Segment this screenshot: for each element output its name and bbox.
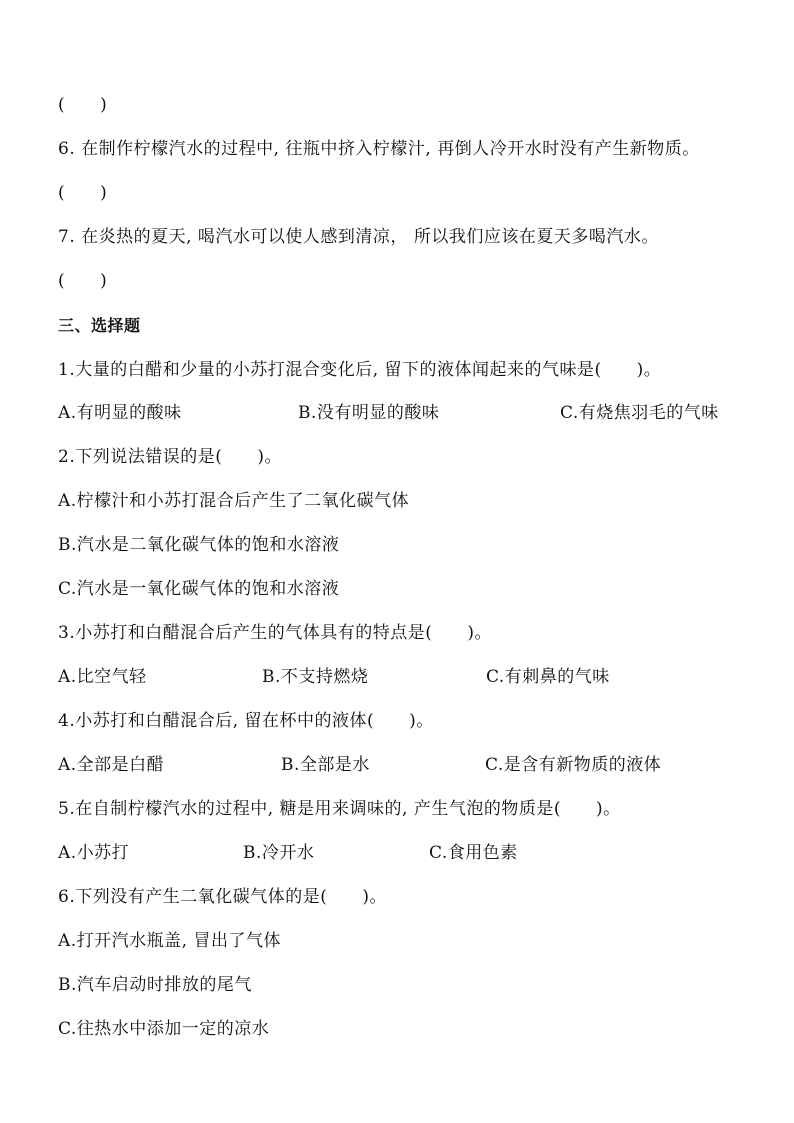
question-stem: 4.小苏打和白醋混合后, 留在杯中的液体( )。: [58, 711, 434, 731]
question-stem: 1.大量的白醋和少量的小苏打混合变化后, 留下的液体闻起来的气味是( )。: [58, 360, 662, 380]
option-a: A.全部是白醋: [58, 755, 165, 775]
option-a: A.小苏打: [58, 843, 130, 863]
answer-blank: ( ): [58, 183, 108, 203]
option-b: B.冷开水: [243, 843, 315, 863]
answer-blank: ( ): [58, 95, 108, 115]
option-c: C.食用色素: [429, 843, 518, 863]
option-a: A.有明显的酸味: [58, 403, 182, 423]
option-a: A.打开汽水瓶盖, 冒出了气体: [58, 931, 281, 951]
question-stem: 5.在自制柠檬汽水的过程中, 糖是用来调味的, 产生气泡的物质是( )。: [58, 799, 621, 819]
option-c: C.往热水中添加一定的凉水: [58, 1019, 270, 1039]
option-c: C.有刺鼻的气味: [486, 667, 610, 687]
option-a: A.比空气轻: [58, 667, 147, 687]
judgement-question-7: 7. 在炎热的夏天, 喝汽水可以使人感到清凉， 所以我们应该在夏天多喝汽水。: [58, 227, 659, 247]
option-a: A.柠檬汁和小苏打混合后产生了二氧化碳气体: [58, 491, 410, 511]
question-stem: 3.小苏打和白醋混合后产生的气体具有的特点是( )。: [58, 623, 492, 643]
option-c: C.是含有新物质的液体: [485, 755, 662, 775]
question-stem: 6.下列没有产生二氧化碳气体的是( )。: [58, 887, 387, 907]
option-b: B.汽水是二氧化碳气体的饱和水溶液: [58, 535, 340, 555]
section-title: 三、选择题: [58, 316, 141, 335]
option-b: B.汽车启动时排放的尾气: [58, 975, 252, 995]
option-c: C.汽水是一氧化碳气体的饱和水溶液: [58, 579, 340, 599]
option-b: B.没有明显的酸味: [298, 403, 440, 423]
judgement-question-6: 6. 在制作柠檬汽水的过程中, 往瓶中挤入柠檬汁, 再倒人冷开水时没有产生新物质。: [58, 139, 700, 159]
option-b: B.全部是水: [281, 755, 370, 775]
answer-blank: ( ): [58, 271, 108, 291]
question-stem: 2.下列说法错误的是( )。: [58, 447, 282, 467]
option-c: C.有烧焦羽毛的气味: [560, 403, 719, 423]
option-b: B.不支持燃烧: [262, 667, 369, 687]
